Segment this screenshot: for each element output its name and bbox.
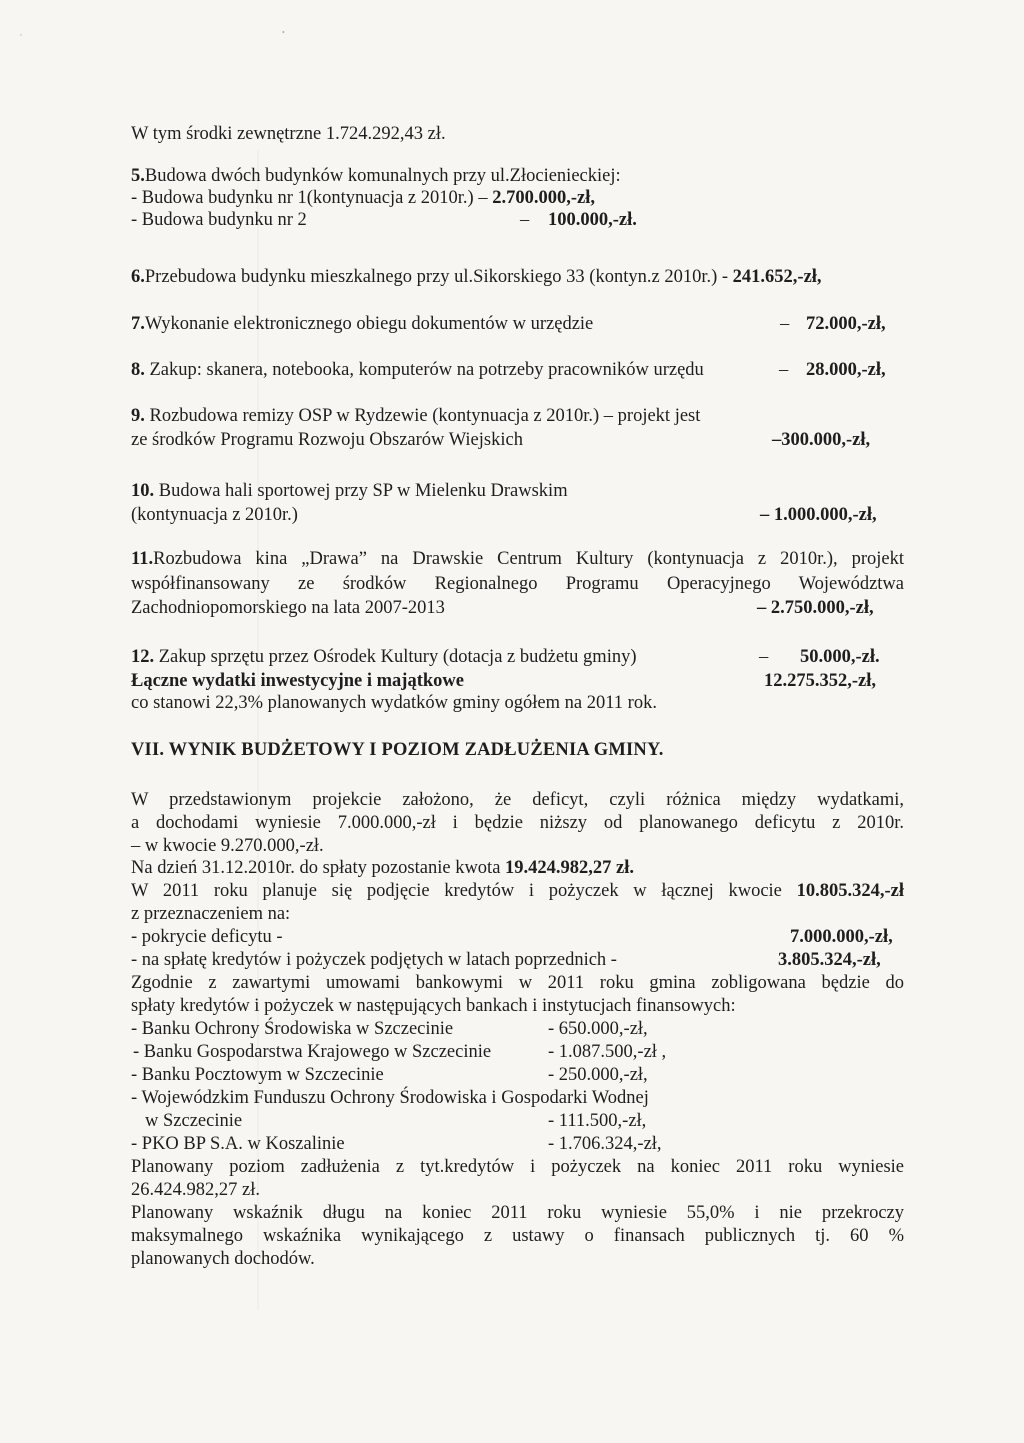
item-number: 6. — [131, 267, 145, 287]
item-5-building-2: - Budowa budynku nr 2 — [131, 210, 307, 230]
closing-2-line-2: maksymalnego wskaźnika wynikającego z ustawy o finansach publicznych tj. 60 % — [131, 1226, 904, 1246]
bank-2-amount: - 1.087.500,-zł , — [548, 1042, 667, 1062]
item-text: Rozbudowa remizy OSP w Rydzewie (kontynuacja z 2010r.) – projekt jest — [149, 406, 701, 426]
bank-1-name: - Banku Ochrony Środowiska w Szczecinie — [131, 1019, 454, 1039]
item-number: 12. — [131, 647, 155, 667]
bank-6-name: - PKO BP S.A. w Koszalinie — [131, 1134, 345, 1154]
item-number: 10. — [131, 481, 155, 501]
totals-amount: 12.275.352,-zł, — [764, 671, 877, 691]
closing-2-line-3: planowanych dochodów. — [131, 1249, 315, 1269]
scan-specks: , • — [20, 28, 285, 37]
item-text: - Budowa budynku nr 1(kontynuacja z 2010r.) – — [131, 188, 488, 208]
item-5-building-2-amount: 100.000,-zł. — [548, 210, 637, 230]
totals-note: co stanowi 22,3% planowanych wydatków gminy ogółem na 2011 rok. — [131, 693, 657, 713]
item-10-line-1 — [131, 480, 568, 502]
item-11-line-3: Zachodniopomorskiego na lata 2007-2013 — [131, 598, 445, 618]
section-heading: VII. WYNIK BUDŻETOWY I POZIOM ZADŁUŻENIA GMINY. — [131, 740, 664, 760]
item-12-dash: – — [759, 647, 769, 667]
item-10-amount: – 1.000.000,-zł, — [760, 505, 877, 525]
item-text: Budowa hali sportowej przy SP w Mielenku Drawskim — [158, 481, 568, 501]
item-12 — [131, 646, 637, 668]
item-number: 7. — [131, 314, 145, 334]
item-8-dash: – — [779, 360, 789, 380]
item-8-amount: 28.000,-zł, — [806, 360, 886, 380]
item-11-line-1 — [131, 548, 904, 570]
item-8 — [131, 359, 704, 381]
bank-1-amount: - 650.000,-zł, — [548, 1019, 648, 1039]
item-number: 9. — [131, 406, 145, 426]
paragraph-1-line-2: a dochodami wyniesie 7.000.000,-zł i będzie niższy od planowanego deficytu z 2010r. — [131, 813, 904, 833]
bank-2-name: - Banku Gospodarstwa Krajowego w Szczecinie — [133, 1042, 492, 1062]
bank-5-amount: - 111.500,-zł, — [548, 1111, 647, 1131]
item-11-amount: – 2.750.000,-zł, — [757, 598, 874, 618]
item-7-dash: – — [780, 314, 790, 334]
item-7 — [131, 313, 593, 335]
item-5-title — [131, 165, 621, 187]
item-text: Rozbudowa kina „Drawa” na Drawskie Centrum Kultury (kontynuacja z 2010r.), projekt — [153, 549, 904, 569]
item-9-amount: –300.000,-zł, — [772, 430, 871, 450]
bank-4-name: - Wojewódzkim Funduszu Ochrony Środowiska i Gospodarki Wodnej — [131, 1088, 649, 1108]
paragraph-text: Na dzień 31.12.2010r. do spłaty pozostanie kwota — [131, 858, 501, 878]
item-amount: 2.700.000,-zł, — [492, 188, 595, 208]
item-number: 5. — [131, 166, 145, 186]
bank-6-amount: - 1.706.324,-zł, — [548, 1134, 662, 1154]
use-deficit-amount: 7.000.000,-zł, — [790, 927, 893, 947]
closing-2-line-1: Planowany wskaźnik długu na koniec 2011 roku wyniesie 55,0% i nie przekroczy — [131, 1203, 904, 1223]
remaining-debt-amount: 19.424.982,27 zł. — [505, 858, 635, 878]
use-repayment-amount: 3.805.324,-zł, — [778, 950, 881, 970]
item-7-amount: 72.000,-zł, — [806, 314, 886, 334]
external-funds-line: W tym środki zewnętrzne 1.724.292,43 zł. — [131, 124, 446, 144]
use-repayment: - na spłatę kredytów i pożyczek podjętych w latach poprzednich - — [131, 950, 617, 970]
item-11-line-2: współfinansowany ze środków Regionalnego Programu Operacyjnego Województwa — [131, 574, 904, 594]
item-text: Zakup sprzętu przez Ośrodek Kultury (dotacja z budżetu gminy) — [158, 647, 637, 667]
item-title: Budowa dwóch budynków komunalnych przy ul.Złocienieckiej: — [144, 166, 621, 186]
item-amount: 241.652,-zł, — [732, 267, 822, 287]
paragraph-3-line-1 — [131, 880, 904, 902]
item-text: Wykonanie elektronicznego obiegu dokumentów w urzędzie — [144, 314, 594, 334]
paragraph-1-line-1: W przedstawionym projekcie założono, że deficyt, czyli różnica między wydatkami, — [131, 790, 904, 810]
item-10-line-2: (kontynuacja z 2010r.) — [131, 505, 298, 525]
item-12-amount: 50.000,-zł. — [800, 647, 880, 667]
item-number: 8. — [131, 360, 145, 380]
item-text: Przebudowa budynku mieszkalnego przy ul.Sikorskiego 33 (kontyn.z 2010r.) - — [144, 267, 729, 287]
bank-3-amount: - 250.000,-zł, — [548, 1065, 648, 1085]
totals-label: Łączne wydatki inwestycyjne i majątkowe — [131, 671, 464, 691]
paragraph-4-line-1: Zgodnie z zawartymi umowami bankowymi w 2011 roku gmina zobligowana będzie do — [131, 973, 904, 993]
closing-1-line-2: 26.424.982,27 zł. — [131, 1180, 260, 1200]
bank-3-name: - Banku Pocztowym w Szczecinie — [131, 1065, 384, 1085]
paragraph-3-line-2: z przeznaczeniem na: — [131, 904, 291, 924]
paragraph-1-line-3: – w kwocie 9.270.000,-zł. — [131, 836, 324, 856]
item-9-line-2: ze środków Programu Rozwoju Obszarów Wiejskich — [131, 430, 523, 450]
item-5-building-1 — [131, 187, 595, 209]
item-5-building-2-dash: – — [520, 210, 530, 230]
item-9-line-1 — [131, 405, 700, 427]
item-text: Zakup: skanera, notebooka, komputerów na potrzeby pracowników urzędu — [149, 360, 704, 380]
closing-1-line-1: Planowany poziom zadłużenia z tyt.kredytów i pożyczek na koniec 2011 roku wyniesie — [131, 1157, 904, 1177]
loans-total-amount: 10.805.324,-zł — [796, 881, 905, 901]
item-number: 11. — [131, 549, 154, 569]
item-6 — [131, 266, 822, 288]
paragraph-text: W 2011 roku planuje się podjęcie kredytów i pożyczek w łącznej kwocie — [131, 881, 782, 901]
bank-5-name: w Szczecinie — [145, 1111, 243, 1131]
use-deficit: - pokrycie deficytu - — [131, 927, 283, 947]
paragraph-2 — [131, 857, 634, 879]
paragraph-4-line-2: spłaty kredytów i pożyczek w następujących bankach i instytucjach finansowych: — [131, 996, 736, 1016]
